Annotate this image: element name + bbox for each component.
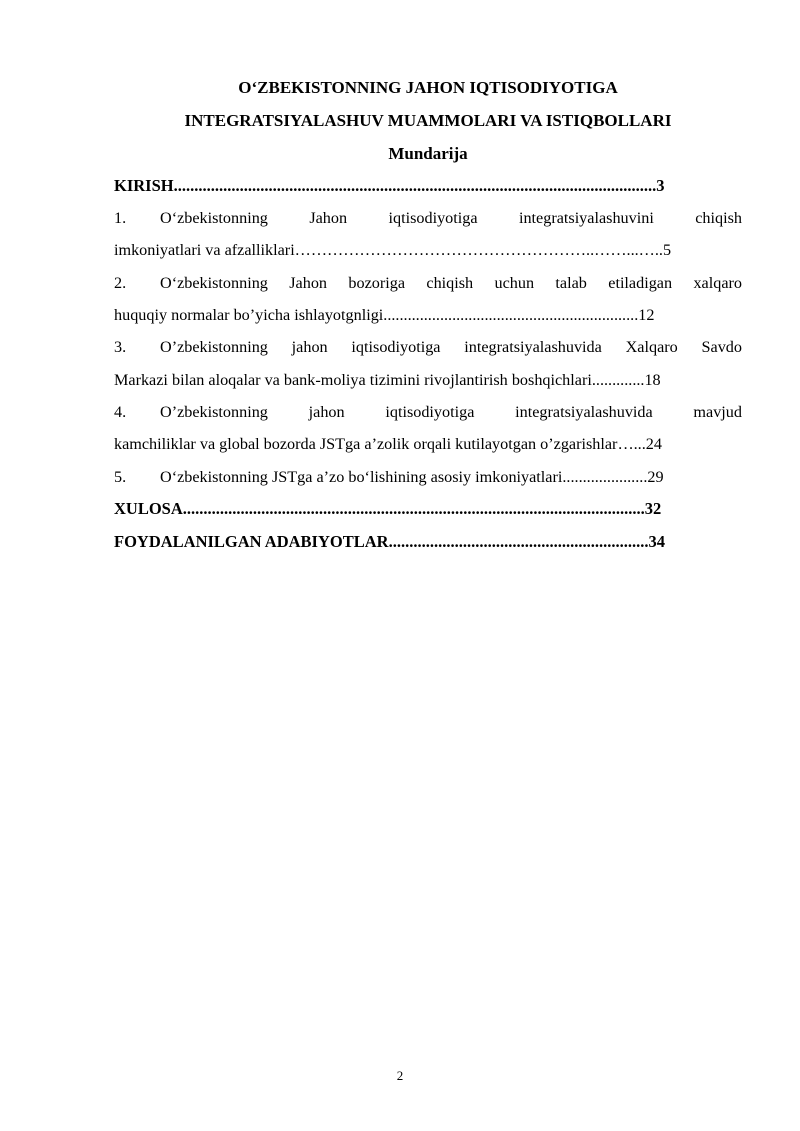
toc-entry-references: FOYDALANILGAN ADABIYOTLAR...............................................................34	[114, 532, 665, 551]
toc-entry-4-text: O’zbekistonning jahon iqtisodiyotiga integratsiyalashuvida mavjud	[160, 403, 742, 421]
page-number: 2	[396, 1068, 404, 1083]
document-title-line-1: O‘ZBEKISTONNING JAHON IQTISODIYOTIGA	[238, 78, 618, 97]
toc-entry-3-line-2: Markazi bilan aloqalar va bank-moliya tizimini rivojlantirish boshqichlari.............18	[114, 371, 661, 389]
toc-entry-4-number: 4.	[114, 403, 127, 421]
toc-entry-4-line-1	[114, 402, 742, 422]
toc-heading: Mundarija	[388, 144, 468, 163]
toc-entry-5-line-1	[114, 467, 742, 487]
document-title-line-2: INTEGRATSIYALASHUV MUAMMOLARI VA ISTIQBOLLARI	[184, 111, 672, 130]
toc-entry-2-number: 2.	[114, 274, 127, 292]
toc-entry-3-number: 3.	[114, 338, 127, 356]
toc-entry-1-line-1	[114, 208, 742, 228]
toc-entry-2-line-2: huquqiy normalar bo’yicha ishlayotgnligi...............................................................12	[114, 306, 655, 324]
toc-entry-1-text: O‘zbekistonning Jahon iqtisodiyotiga integratsiyalashuvini chiqish	[160, 209, 742, 227]
toc-entry-3-line-1	[114, 337, 742, 357]
toc-entry-2-text: O‘zbekistonning Jahon bozoriga chiqish uchun talab etiladigan xalqaro	[160, 274, 742, 292]
toc-entry-conclusion: XULOSA................................................................................................................32	[114, 499, 662, 518]
toc-entry-1-line-2: imkoniyatlari va afzalliklari………………………………………………..……...…..5	[114, 241, 672, 259]
toc-entry-3-text: O’zbekistonning jahon iqtisodiyotiga integratsiyalashuvida Xalqaro Savdo	[160, 338, 742, 356]
toc-entry-2-line-1	[114, 273, 742, 293]
toc-entry-5-text: O‘zbekistonning JSTga a’zo bo‘lishining asosiy imkoniyatlari.....................29	[160, 468, 664, 486]
toc-entry-5-number: 5.	[114, 468, 127, 486]
toc-entry-4-line-2: kamchiliklar va global bozorda JSTga a’zolik orqali kutilayotgan o’zgarishlar…...24	[114, 435, 662, 453]
toc-entry-1-number: 1.	[114, 209, 127, 227]
toc-entry-intro: KIRISH.....................................................................................................................3	[114, 176, 665, 195]
